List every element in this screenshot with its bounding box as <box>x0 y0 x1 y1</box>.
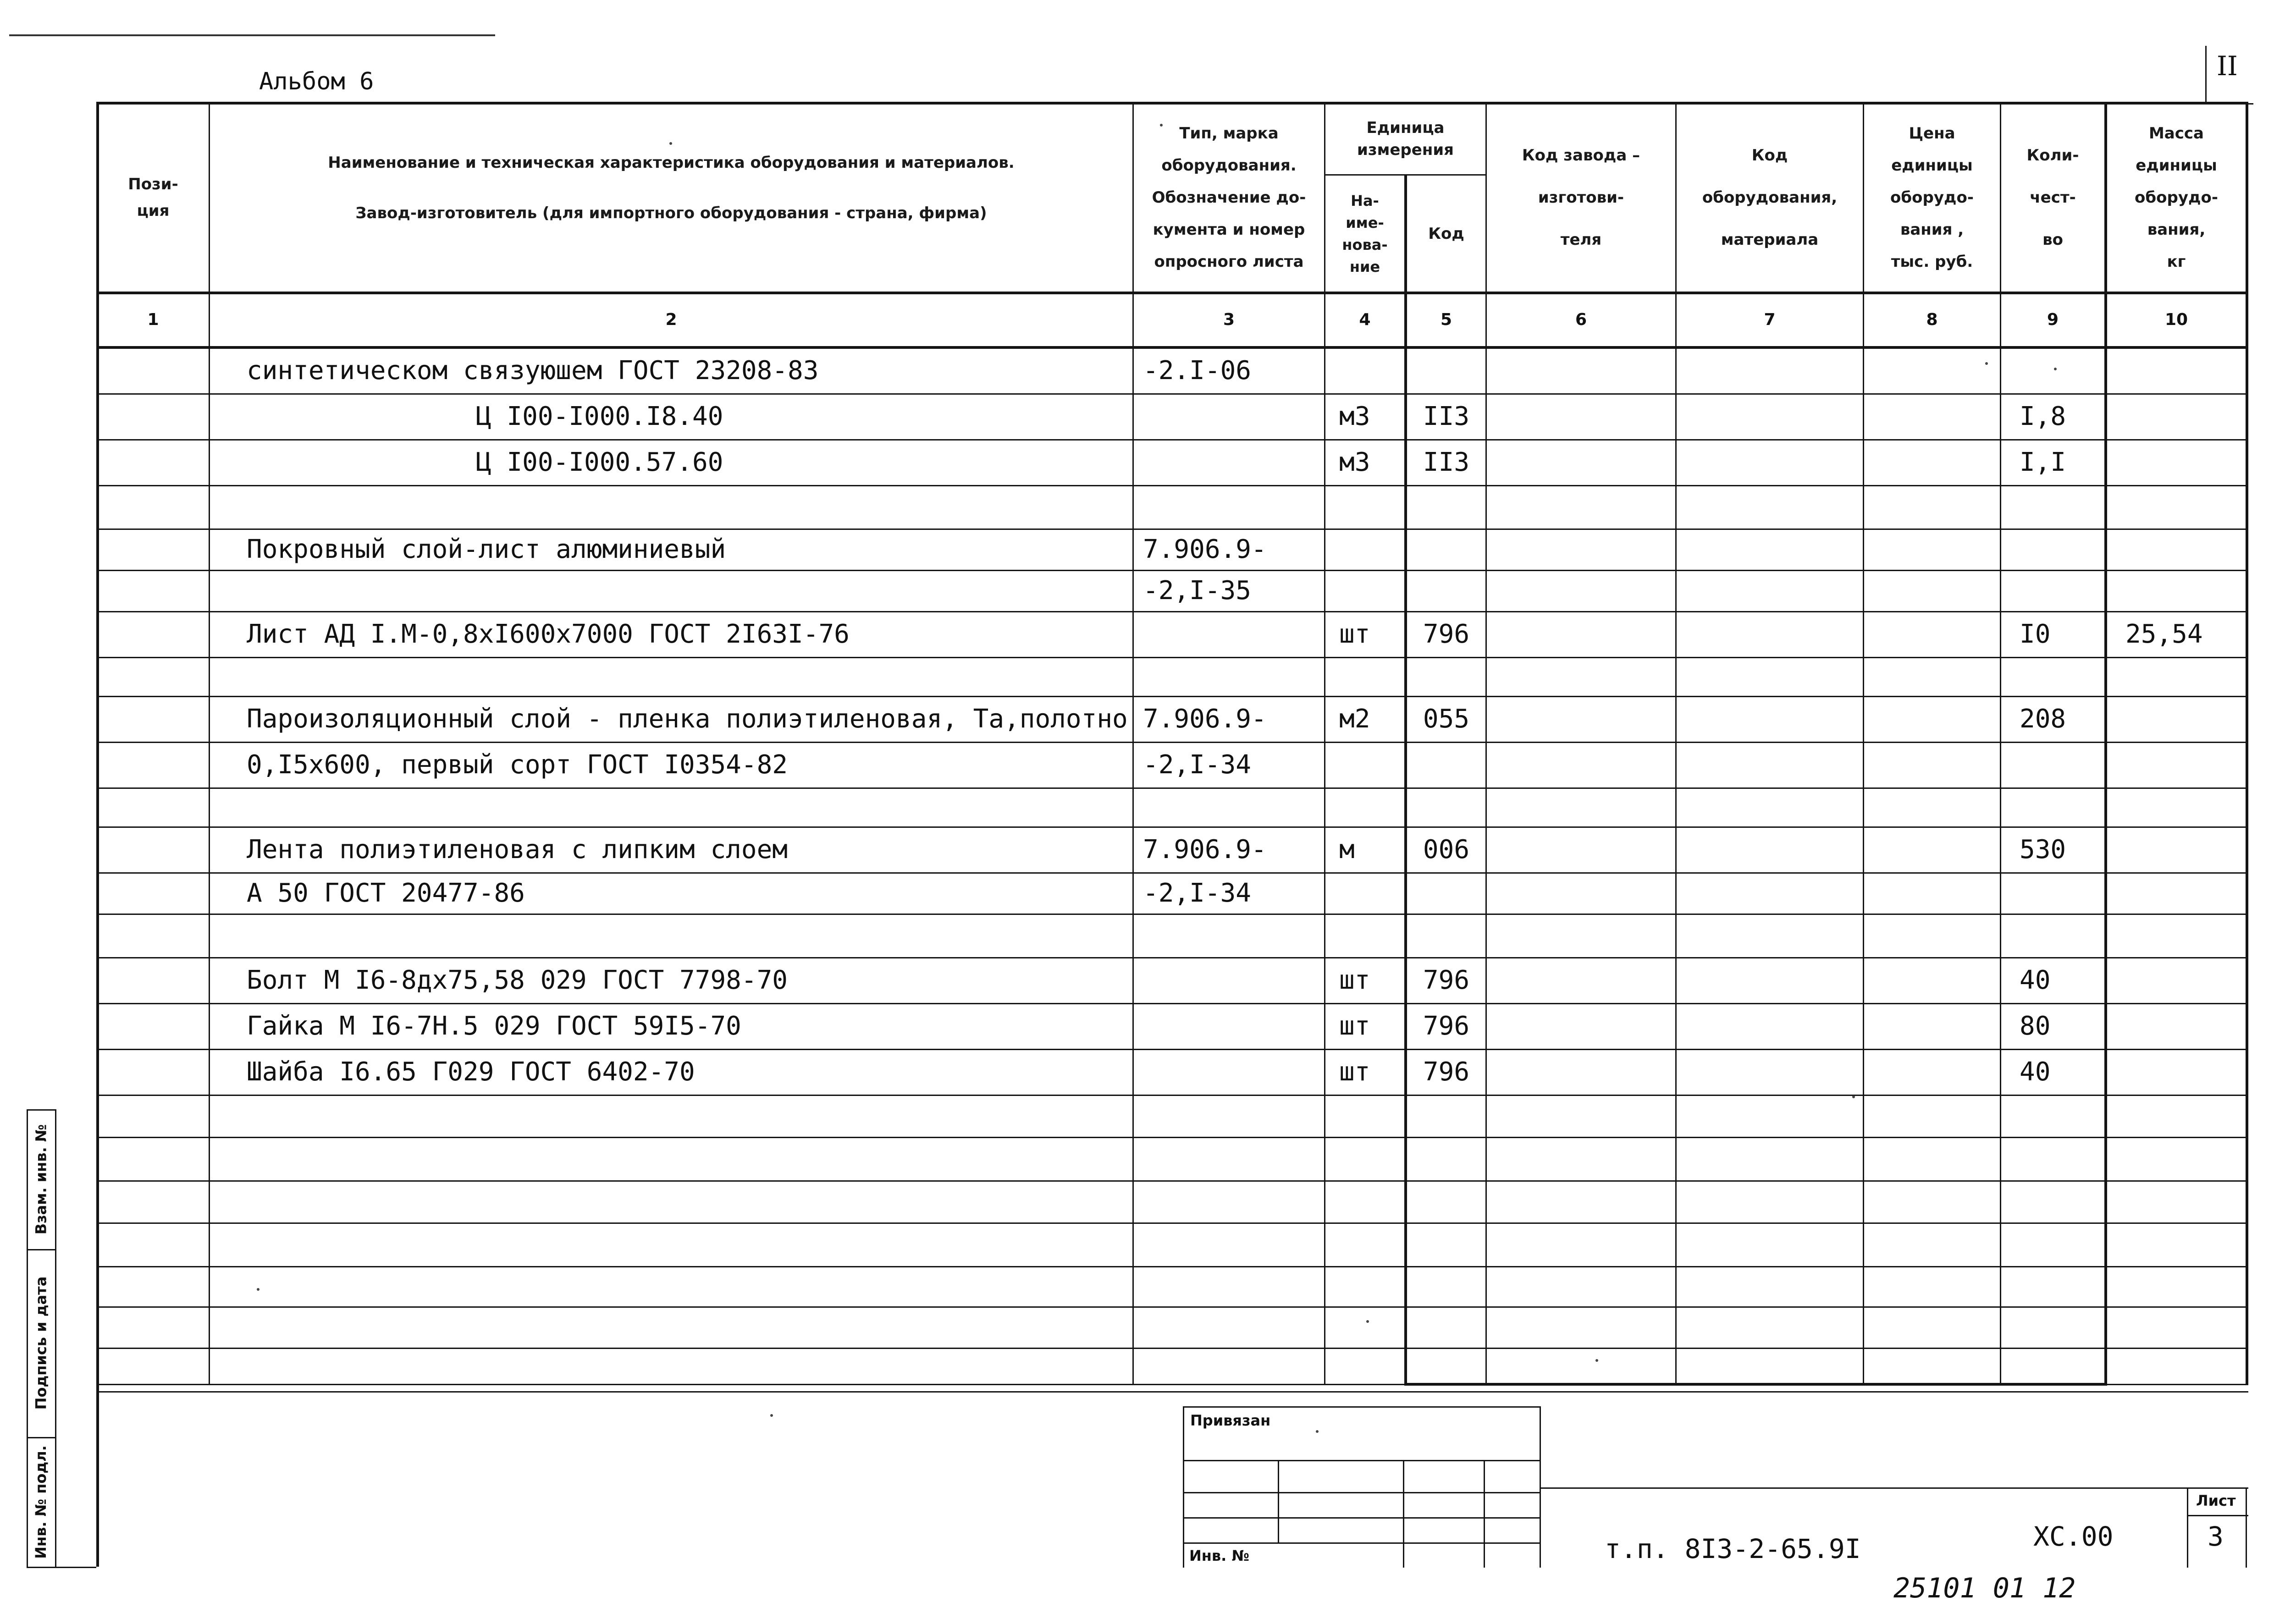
item-mass <box>2107 393 2246 439</box>
item-mass <box>2107 1049 2246 1095</box>
item-unit: м3 <box>1339 401 1370 431</box>
item-document: 7.906.9- <box>1143 834 1267 864</box>
header-position: Пози- ция <box>128 175 178 220</box>
item-document: -2,I-34 <box>1143 749 1252 780</box>
item-unit-code <box>1407 485 1485 528</box>
item-unit: шт <box>1339 1011 1370 1041</box>
table-border-bottom <box>96 1384 2248 1385</box>
item-quantity: 80 <box>2020 1011 2051 1041</box>
item-mass <box>2107 485 2246 528</box>
stamp-line <box>1183 1542 1540 1544</box>
item-mass <box>2107 439 2246 485</box>
header-unit-price: Цена единицы оборудо- вания , тыс. руб. <box>1890 124 1974 271</box>
item-quantity <box>2001 347 2104 393</box>
item-unit-code: 796 <box>1423 619 1470 649</box>
item-mass <box>2107 657 2246 696</box>
item-unit: м <box>1339 834 1355 864</box>
item-document <box>1134 787 1324 826</box>
item-quantity <box>2001 914 2104 957</box>
item-quantity <box>2001 570 2104 611</box>
item-name: Шайба I6.65 Г029 ГОСТ 6402-70 <box>247 1057 695 1087</box>
item-document <box>1134 485 1324 528</box>
stamp-line <box>1484 1460 1485 1568</box>
item-unit <box>1325 657 1404 696</box>
item-mass <box>2107 742 2246 787</box>
item-name: Ц I00-I000.I8.40 <box>476 401 723 431</box>
item-unit-code: 796 <box>1423 1057 1470 1087</box>
item-unit-code <box>1407 528 1485 570</box>
item-mass: 25,54 <box>2125 619 2203 649</box>
item-document: 7.906.9- <box>1143 704 1267 734</box>
stamp-line <box>1278 1460 1279 1542</box>
item-name <box>210 485 1132 528</box>
item-name: Гайка М I6-7Н.5 029 ГОСТ 59I5-70 <box>247 1011 741 1041</box>
stamp-line <box>1540 1487 2248 1489</box>
item-quantity: 208 <box>2020 704 2066 734</box>
item-mass <box>2107 914 2246 957</box>
project-code: т.п. 8I3-2-65.9I <box>1605 1533 1861 1564</box>
column-number: 1 <box>147 310 159 329</box>
item-name: Ц I00-I000.57.60 <box>476 447 723 477</box>
header-unit-code: Код <box>1428 224 1464 243</box>
item-unit <box>1325 347 1404 393</box>
row-line <box>96 1306 2248 1308</box>
item-quantity: 40 <box>2020 965 2051 995</box>
item-unit <box>1325 742 1404 787</box>
item-name: А 50 ГОСТ 20477-86 <box>247 878 525 908</box>
stamp-line <box>2187 1487 2188 1568</box>
item-name: Лист АД I.М-0,8хI600х7000 ГОСТ 2I63I-76 <box>247 619 850 649</box>
item-mass <box>2107 872 2246 914</box>
item-document <box>1134 1049 1324 1095</box>
item-quantity: I,8 <box>2020 401 2066 431</box>
item-unit-code <box>1407 657 1485 696</box>
item-unit <box>1325 485 1404 528</box>
item-unit <box>1325 528 1404 570</box>
column-number: 4 <box>1359 310 1371 329</box>
item-name <box>210 787 1132 826</box>
item-document <box>1134 439 1324 485</box>
item-name: Лента полиэтиленовая с липким слоем <box>247 834 788 864</box>
header-quantity: Коли- чест- во <box>2026 146 2079 249</box>
top-rule <box>9 34 495 36</box>
item-document <box>1134 611 1324 657</box>
column-number: 3 <box>1223 310 1235 329</box>
row-line <box>96 1180 2248 1182</box>
item-name <box>210 914 1132 957</box>
column-number: 7 <box>1764 310 1776 329</box>
side-label-inv-podl: Инв. № подл. <box>32 1445 50 1559</box>
stamp-line <box>1183 1460 1540 1461</box>
item-quantity: I0 <box>2020 619 2051 649</box>
item-mass <box>2107 528 2246 570</box>
side-stamp-line <box>27 1567 96 1568</box>
sheet-label: Лист <box>2196 1492 2236 1509</box>
sheet-number: 3 <box>2208 1521 2224 1552</box>
item-unit <box>1325 872 1404 914</box>
item-mass <box>2107 696 2246 742</box>
stamp-privyazan: Привязан <box>1190 1412 1271 1429</box>
item-unit-code: II3 <box>1423 447 1470 477</box>
item-quantity <box>2001 742 2104 787</box>
archive-number: 25101 01 12 <box>1893 1572 2076 1604</box>
item-quantity: 40 <box>2020 1057 2051 1087</box>
item-unit: м2 <box>1339 704 1370 734</box>
item-unit <box>1325 914 1404 957</box>
item-unit-code: 055 <box>1423 704 1470 734</box>
row-line <box>96 1391 2248 1393</box>
item-unit-code <box>1407 347 1485 393</box>
stamp-line <box>2246 1487 2247 1568</box>
item-name: 0,I5х600, первый сорт ГОСТ I0354-82 <box>247 749 788 780</box>
stamp-line <box>1183 1492 1540 1493</box>
item-document <box>1134 393 1324 439</box>
item-unit-code: 006 <box>1423 834 1470 864</box>
item-name: Болт М I6-8дх75,58 029 ГОСТ 7798-70 <box>247 965 788 995</box>
column-number: 6 <box>1575 310 1587 329</box>
column-number: 2 <box>665 310 677 329</box>
item-unit: шт <box>1339 1057 1370 1087</box>
item-name: Пароизоляционный слой - пленка полиэтиленовая, Та,полотно <box>247 704 1128 734</box>
header-plant-code: Код завода – изготови- теля <box>1522 146 1640 249</box>
side-label-podpis: Подпись и дата <box>32 1276 50 1410</box>
item-document: -2.I-06 <box>1143 355 1252 385</box>
sheet-corner-number: II <box>2217 50 2238 82</box>
side-label-vzam: Взам. инв. № <box>32 1124 50 1234</box>
item-document: -2,I-34 <box>1143 878 1252 908</box>
stamp-line <box>1540 1406 1541 1568</box>
item-unit: шт <box>1339 965 1370 995</box>
header-unit-mass: Масса единицы оборудо- вания, кг <box>2135 124 2218 271</box>
header-manufacturer: Завод-изготовитель (для импортного оборудования - страна, фирма) <box>355 204 987 222</box>
item-unit: м3 <box>1339 447 1370 477</box>
item-unit-code <box>1407 570 1485 611</box>
header-equipment-code: Код оборудования, материала <box>1702 146 1838 249</box>
column-number: 9 <box>2047 310 2059 329</box>
item-unit-code <box>1407 914 1485 957</box>
item-name <box>210 570 1132 611</box>
item-quantity <box>2001 485 2104 528</box>
item-unit-code <box>1407 742 1485 787</box>
item-mass <box>2107 570 2246 611</box>
item-unit-code: 796 <box>1423 965 1470 995</box>
side-stamp-right <box>55 1109 56 1568</box>
column-number: 5 <box>1440 310 1452 329</box>
row-line <box>96 1348 2248 1349</box>
item-mass <box>2107 787 2246 826</box>
item-document <box>1134 914 1324 957</box>
item-unit-code <box>1407 787 1485 826</box>
item-mass <box>2107 347 2246 393</box>
item-document: 7.906.9- <box>1143 534 1267 564</box>
column-number: 10 <box>2164 310 2188 329</box>
item-unit <box>1325 787 1404 826</box>
item-unit <box>1325 570 1404 611</box>
item-unit-code: II3 <box>1423 401 1470 431</box>
stamp-line <box>2187 1515 2248 1516</box>
item-unit-code <box>1407 872 1485 914</box>
stamp-line <box>1403 1460 1404 1568</box>
item-quantity: I,I <box>2020 447 2066 477</box>
album-label: Альбом 6 <box>259 68 374 95</box>
row-line <box>96 1095 2248 1096</box>
stamp-inv-no: Инв. № <box>1189 1547 1249 1564</box>
header-unit-group: Единица измерения <box>1357 118 1454 159</box>
drawing-mark: ХС.00 <box>2033 1521 2114 1552</box>
item-quantity <box>2001 657 2104 696</box>
header-type-mark: Тип, марка оборудования. Обозначение до- кумента и номер опросного листа <box>1152 124 1306 271</box>
item-mass <box>2107 957 2246 1003</box>
item-quantity <box>2001 872 2104 914</box>
table-border-right <box>2246 102 2248 1385</box>
item-document <box>1134 1003 1324 1049</box>
item-document <box>1134 957 1324 1003</box>
item-quantity <box>2001 528 2104 570</box>
item-document: -2,I-35 <box>1143 575 1252 606</box>
row-line <box>96 1137 2248 1138</box>
item-quantity <box>2001 787 2104 826</box>
row-line <box>96 1266 2248 1267</box>
header-unit-name: На- име- нова- ние <box>1342 192 1388 275</box>
item-name: синтетическом связуюшем ГОСТ 23208-83 <box>247 355 819 385</box>
item-name: Покровный слой-лист алюминиевый <box>247 534 726 564</box>
item-name <box>210 657 1132 696</box>
corner-box-left <box>2205 46 2207 103</box>
item-document <box>1134 657 1324 696</box>
stamp-line <box>1183 1517 1540 1519</box>
row-line <box>96 1222 2248 1224</box>
item-unit: шт <box>1339 619 1370 649</box>
stamp-line <box>1183 1406 1540 1408</box>
item-unit-code: 796 <box>1423 1011 1470 1041</box>
item-mass <box>2107 1003 2246 1049</box>
column-number: 8 <box>1926 310 1938 329</box>
item-mass <box>2107 826 2246 872</box>
item-quantity: 530 <box>2020 834 2066 864</box>
header-name: Наименование и техническая характеристика оборудования и материалов. <box>328 154 1015 172</box>
